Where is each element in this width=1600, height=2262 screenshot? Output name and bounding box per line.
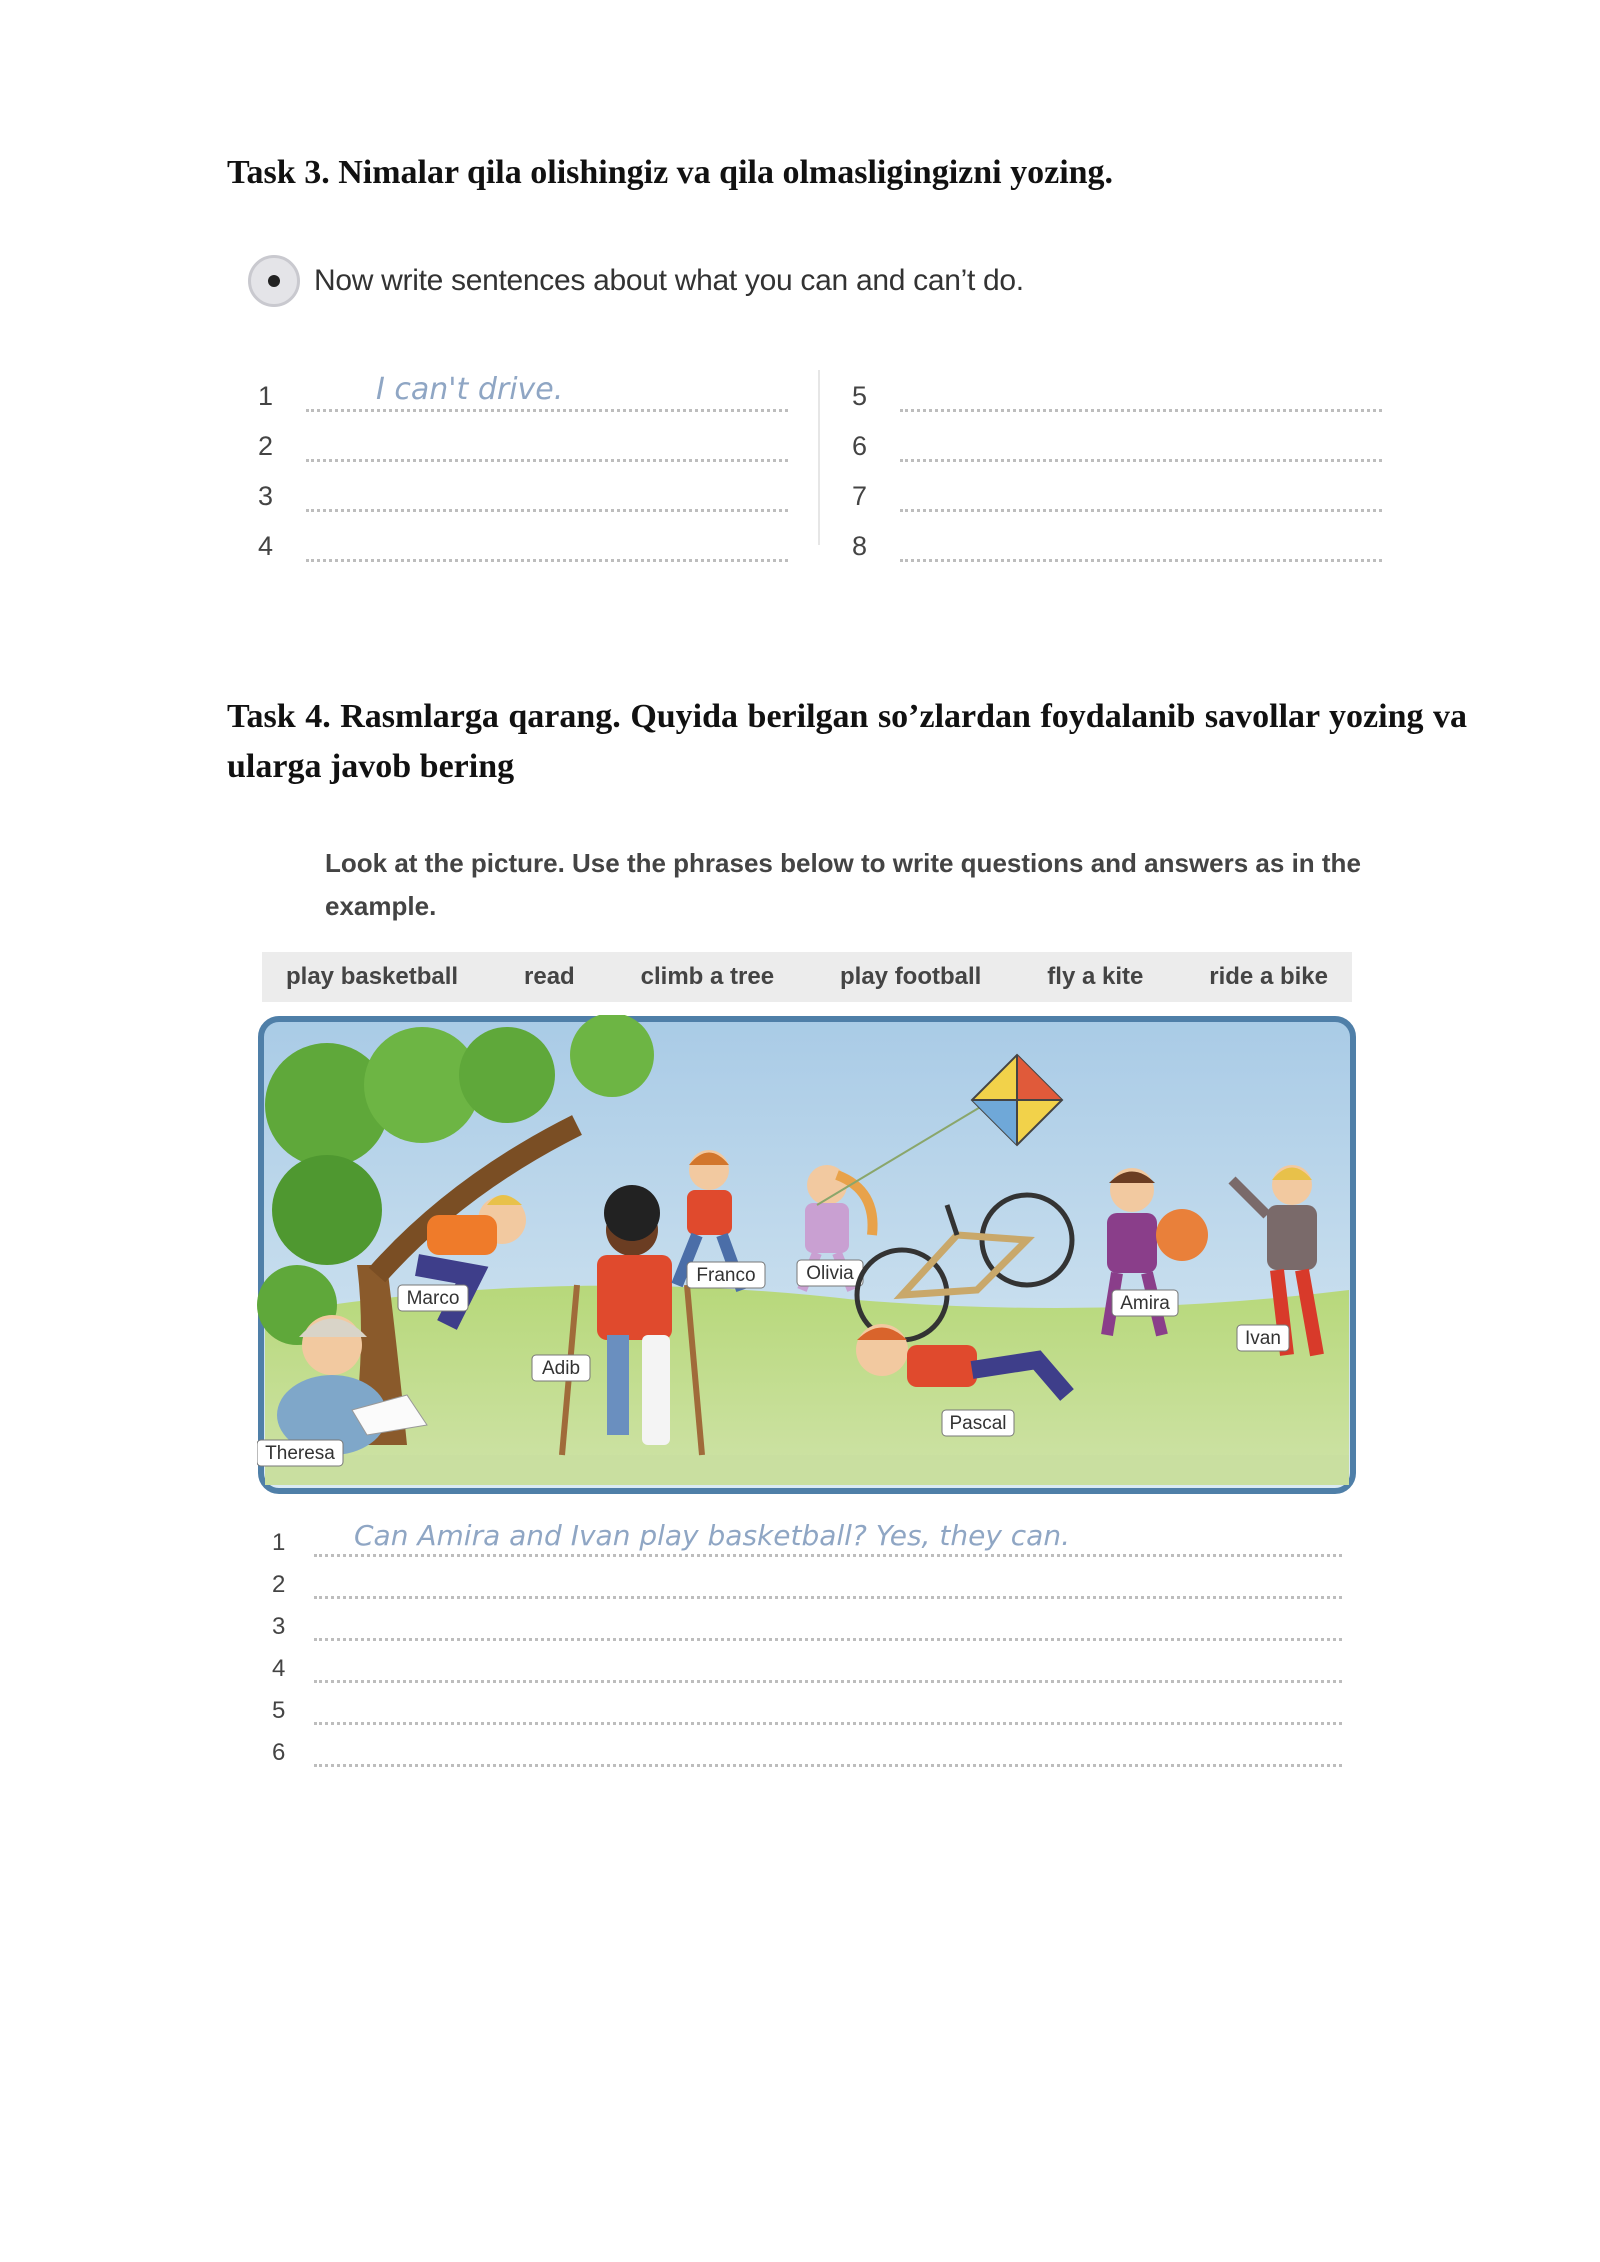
- phrase-item: fly a kite: [1047, 963, 1144, 990]
- answer-line[interactable]: [272, 1557, 1342, 1599]
- answer-line[interactable]: [258, 462, 788, 512]
- phrase-item: play football: [840, 963, 982, 990]
- answer-line[interactable]: [852, 412, 1382, 462]
- task3-title: Task 3. Nimalar qila olishingiz va qila olmasligingizni yozing.: [227, 154, 1114, 191]
- answer-line[interactable]: [258, 412, 788, 462]
- answer-line[interactable]: [852, 512, 1382, 562]
- line-number: 5: [852, 381, 868, 411]
- task4-instruction: Look at the picture. Use the phrases below to write questions and answers as in the example.: [325, 848, 1361, 921]
- picture-label-adib: Adib: [541, 1358, 581, 1379]
- line-number: 2: [258, 431, 274, 461]
- task3-instruction-text: Now write sentences about what you can and can’t do.: [314, 264, 1024, 297]
- handwritten-answer: Can Amira and Ivan play basketball? Yes, they can.: [354, 1519, 1070, 1552]
- task3-left-lines: [258, 362, 788, 562]
- answer-line[interactable]: [258, 512, 788, 562]
- answer-line[interactable]: [852, 462, 1382, 512]
- line-number: 4: [272, 1655, 286, 1682]
- line-number: 3: [258, 481, 274, 511]
- picture-label-theresa: Theresa: [265, 1443, 335, 1464]
- line-number: 1: [272, 1529, 286, 1556]
- handwritten-answer: I can't drive.: [376, 372, 564, 407]
- line-number: 4: [258, 531, 274, 561]
- phrase-item: climb a tree: [640, 963, 775, 990]
- picture-label-amira: Amira: [1120, 1293, 1170, 1314]
- picture-label-olivia: Olivia: [806, 1263, 854, 1284]
- line-number: 5: [272, 1697, 286, 1724]
- picture-label-pascal: Pascal: [949, 1413, 1007, 1434]
- task4-title: Task 4. Rasmlarga qarang. Quyida berilgan so’zlardan foydalanib savollar yozing va ularga javob bering: [227, 698, 1467, 785]
- phrase-item: play basketball: [286, 963, 459, 990]
- answer-line[interactable]: [258, 362, 788, 412]
- phrase-item: ride a bike: [1209, 963, 1328, 990]
- picture-label-marco: Marco: [406, 1288, 460, 1309]
- answer-line[interactable]: [272, 1725, 1342, 1767]
- line-number: 1: [258, 381, 274, 411]
- phrase-item: read: [524, 963, 575, 990]
- picture-label-ivan: Ivan: [1245, 1328, 1281, 1349]
- line-number: 6: [272, 1739, 286, 1766]
- answer-line[interactable]: [272, 1641, 1342, 1683]
- line-number: 7: [852, 481, 868, 511]
- task4-answer-lines: [272, 1515, 1342, 1767]
- park-illustration: [257, 1015, 1357, 1495]
- task3-right-lines: [852, 362, 1382, 562]
- line-number: 6: [852, 431, 868, 461]
- task3-instruction: [248, 255, 1024, 307]
- line-number: 3: [272, 1613, 286, 1640]
- answer-line[interactable]: [272, 1515, 1342, 1557]
- answer-line[interactable]: [272, 1683, 1342, 1725]
- picture-label-franco: Franco: [696, 1265, 756, 1286]
- answer-line[interactable]: [852, 362, 1382, 412]
- line-number: 8: [852, 531, 868, 561]
- answer-line[interactable]: [272, 1599, 1342, 1641]
- line-number: 2: [272, 1571, 286, 1598]
- column-divider: [818, 370, 820, 545]
- phrase-bank: [262, 952, 1352, 1002]
- bullet-icon: [248, 255, 300, 307]
